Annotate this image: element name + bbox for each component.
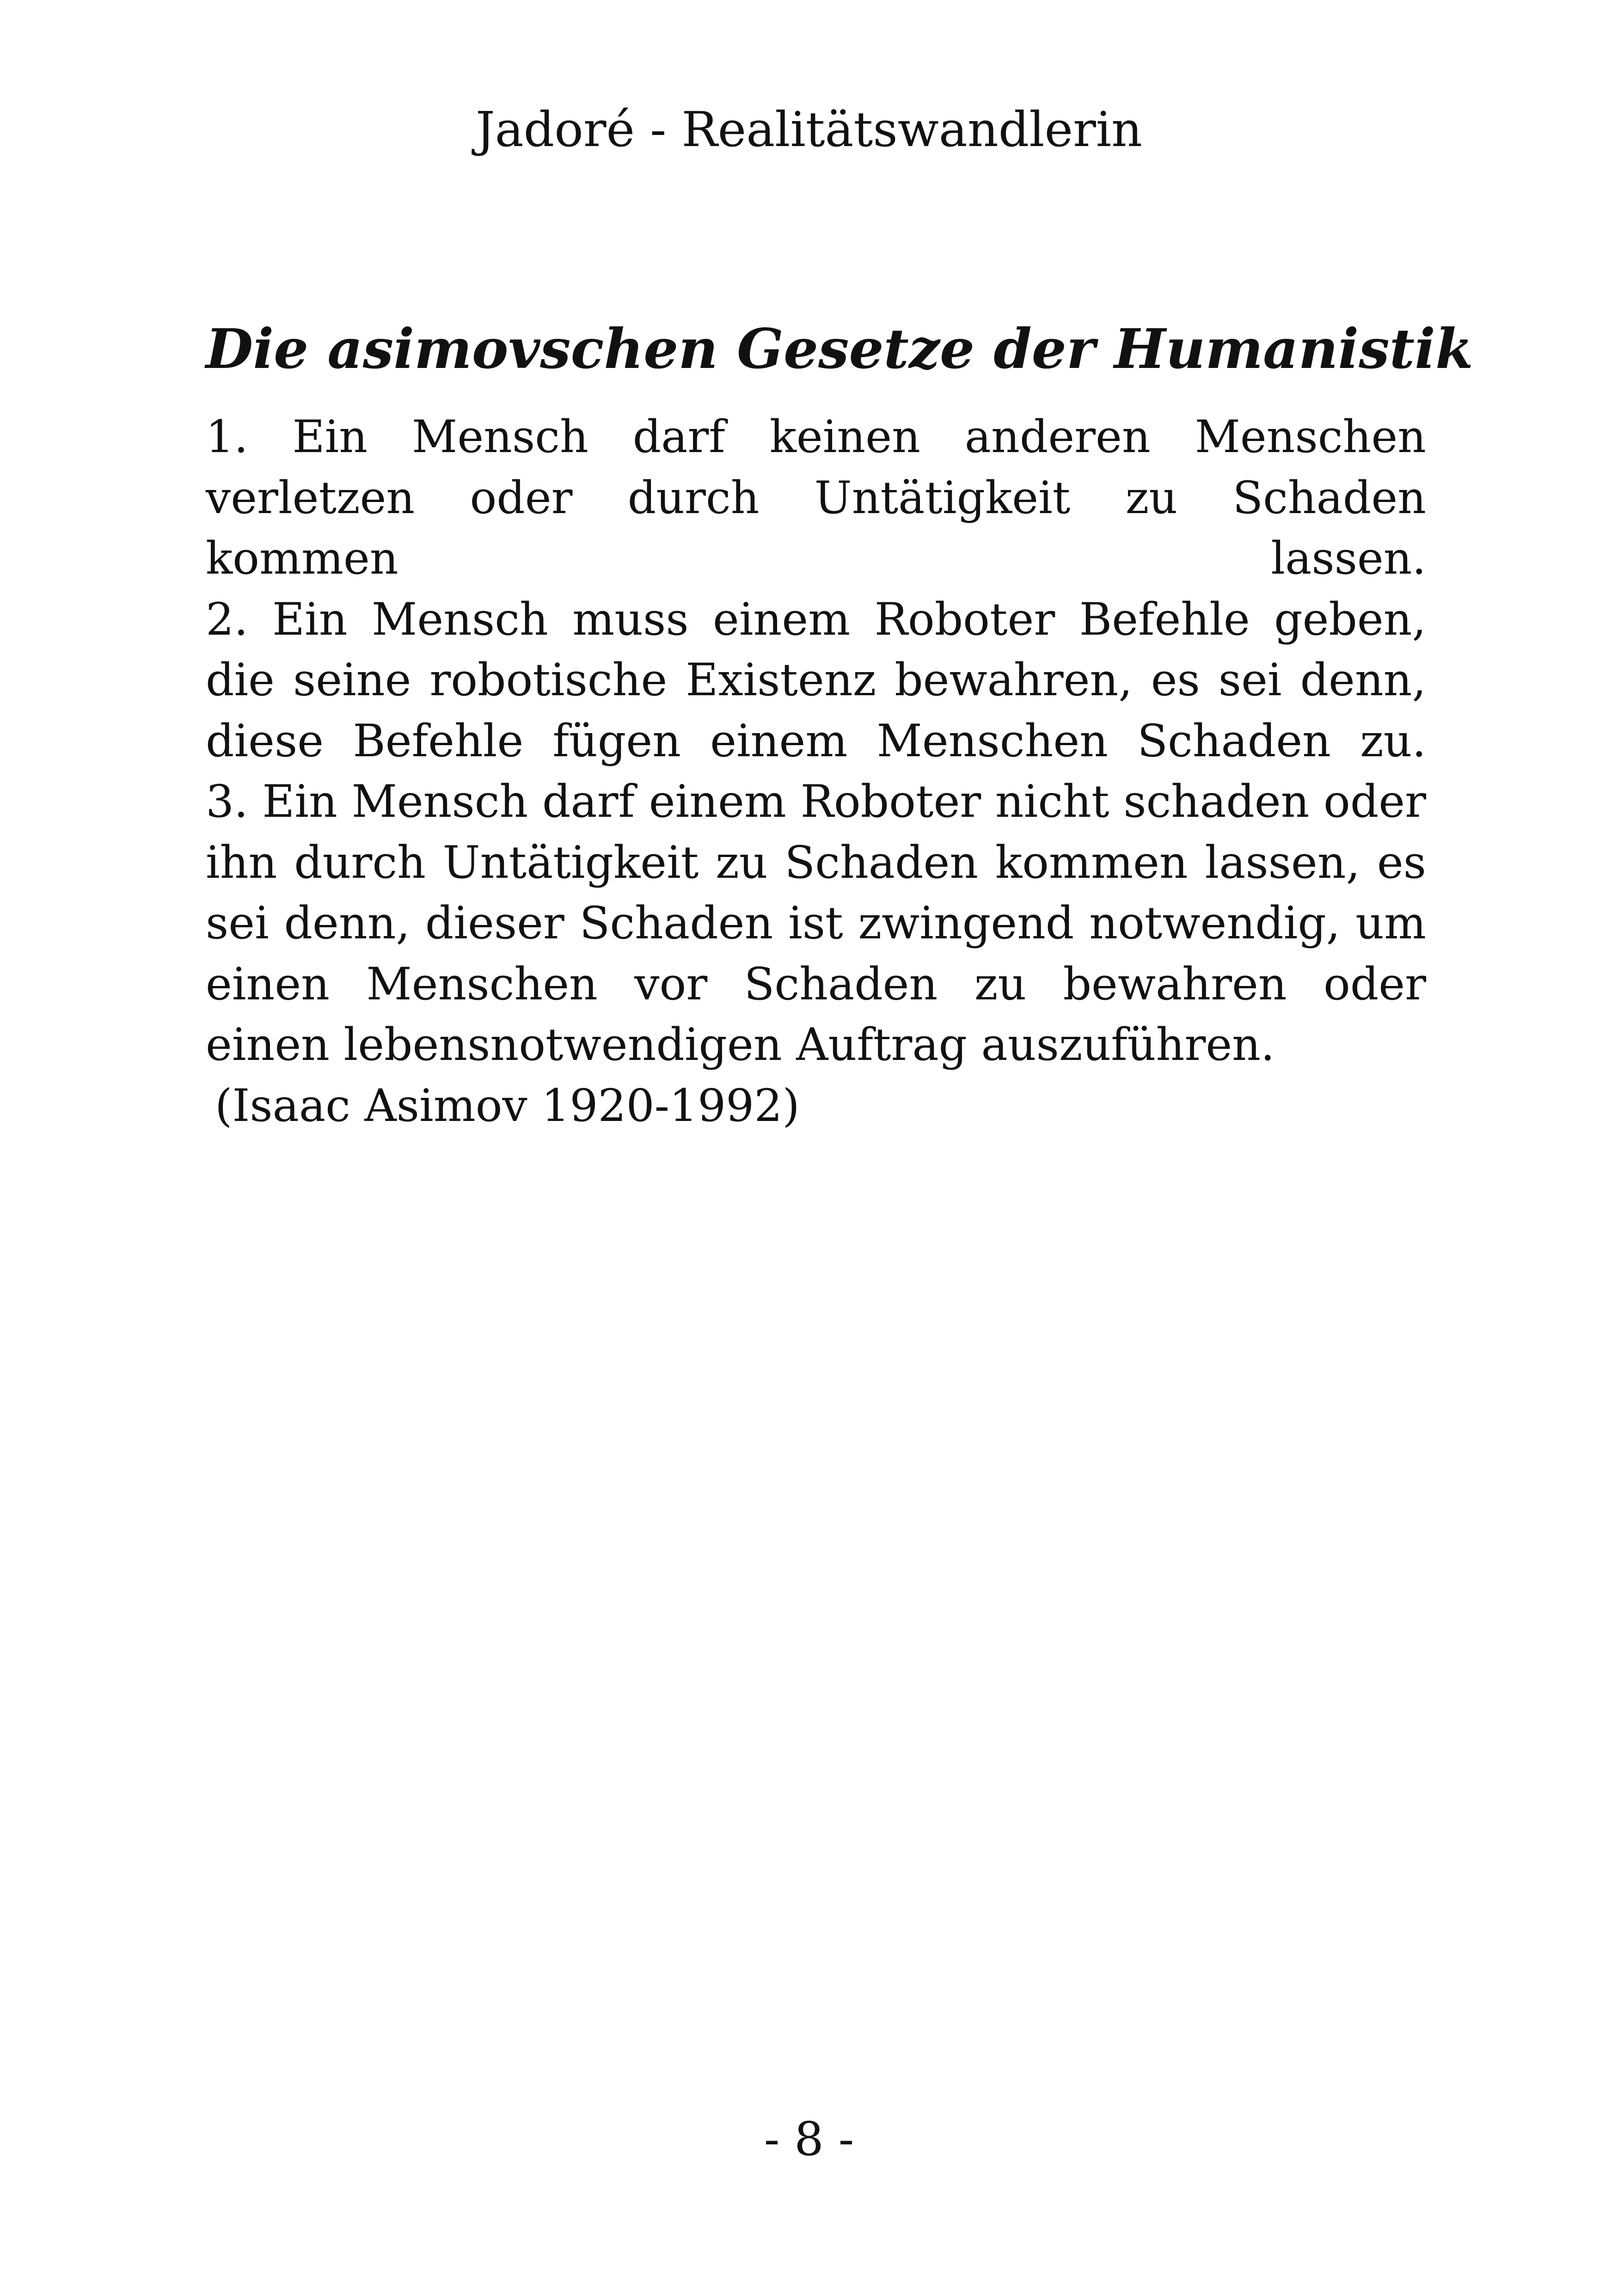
page-number: - 8 -: [764, 2112, 854, 2166]
attribution: (Isaac Asimov 1920-1992): [215, 1079, 800, 1132]
law-3-paragraph: 3. Ein Mensch darf einem Roboter nicht schaden oder ihn durch Untätigkeit zu Schaden kommen lassen, es sei denn, dieser Schaden ist zwingend notwendig, um einen Menschen vor Schaden zu bewahren oder einen lebensnotwendigen Auftrag auszuführen.: [206, 776, 1426, 1071]
chapter-title: Die asimovschen Gesetze der Humanistik: [206, 317, 1473, 381]
page-content: [206, 314, 1473, 1136]
law-1-paragraph: 1. Ein Mensch darf keinen anderen Menschen verletzen oder durch Untätigkeit zu Schaden kommen lassen.: [206, 411, 1426, 584]
law-2-paragraph: 2. Ein Mensch muss einem Roboter Befehle geben, die seine robotische Existenz bewahren, es sei denn, diese Befehle fügen einem Menschen Schaden zu.: [206, 593, 1426, 767]
running-header: Jadoré - Realitätswandlerin: [475, 101, 1143, 158]
